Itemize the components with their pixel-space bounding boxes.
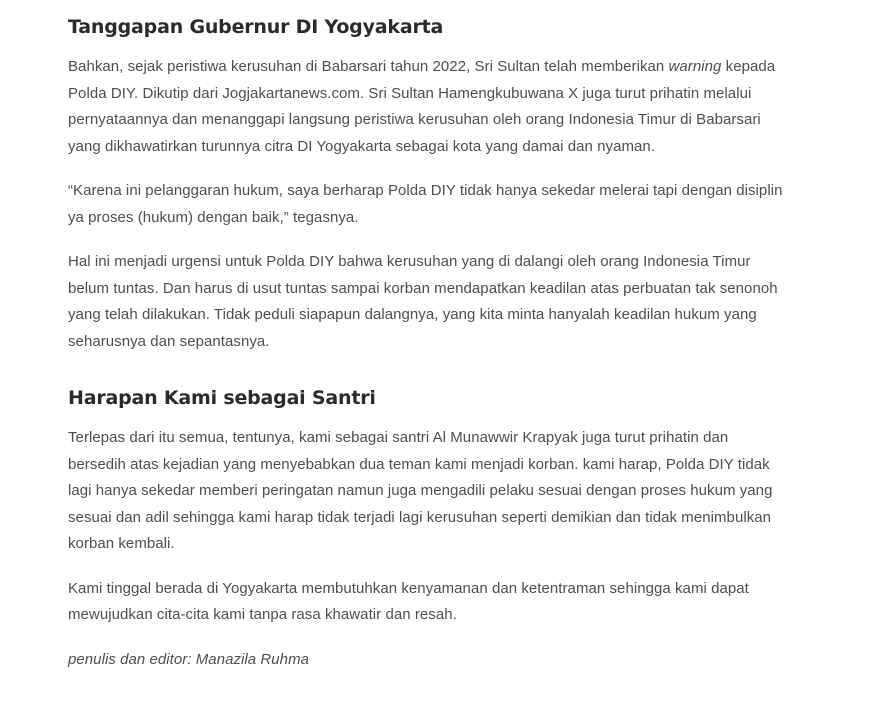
paragraph-santri-concern: Terlepas dari itu semua, tentunya, kami sebagai santri Al Munawwir Krapyak juga turut prihatin dan bersedih atas kejadian yang menyebabkan dua teman kami menjadi korban. kami harap, Polda DIY tidak lagi hanya sekedar memberi peringatan namun juga mengadili pelaku sesuai dengan proses hukum yang sesuai dan adil sehingga kami harap tidak terjadi lagi kerusuhan seperti demikian dan tidak menimbulkan korban kembali. — [68, 429, 773, 552]
section-heading-santri-hope: Harapan Kami sebagai Santri — [68, 387, 376, 409]
author-credit: penulis dan editor: Manazila Ruhma — [68, 650, 310, 668]
paragraph-santri-comfort: Kami tinggal berada di Yogyakarta membutuhkan kenyamanan dan ketentraman sehingga kami dapat mewujudkan cita-cita kami tanpa rasa khawatir dan resah. — [68, 579, 749, 623]
paragraph-sultan-warning — [68, 54, 788, 160]
emphasis-warning: warning — [668, 58, 722, 75]
section-heading-governor-response: Tanggapan Gubernur DI Yogyakarta — [68, 16, 444, 38]
article-body — [68, 12, 788, 673]
paragraph-urgency: Hal ini menjadi urgensi untuk Polda DIY bahwa kerusuhan yang di dalangi oleh orang Indonesia Timur belum tuntas. Dan harus di usut tuntas sampai korban mendapatkan keadilan atas perbuatan tak senonoh yang telah dilakukan. Tidak peduli siapapun dalangnya, yang kita minta hanyalah keadilan hukum yang seharusnya dan sepantasnya. — [68, 253, 778, 350]
paragraph-text: kepada Polda DIY. Dikutip dari Jogjakartanews.com. Sri Sultan Hamengkubuwana X juga turut prihatin melalui pernyataannya dan menanggapi langsung peristiwa kerusuhan oleh orang Indonesia Timur di Babarsari yang dikhawatirkan turunnya citra DI Yogyakarta sebagai kota yang damai dan nyaman. — [68, 58, 776, 155]
paragraph-quote: “Karena ini pelanggaran hukum, saya berharap Polda DIY tidak hanya sekedar melerai tapi dengan disiplin ya proses (hukum) dengan baik,” tegasnya. — [68, 182, 783, 226]
paragraph-text: Bahkan, sejak peristiwa kerusuhan di Babarsari tahun 2022, Sri Sultan telah memberikan — [68, 58, 669, 75]
